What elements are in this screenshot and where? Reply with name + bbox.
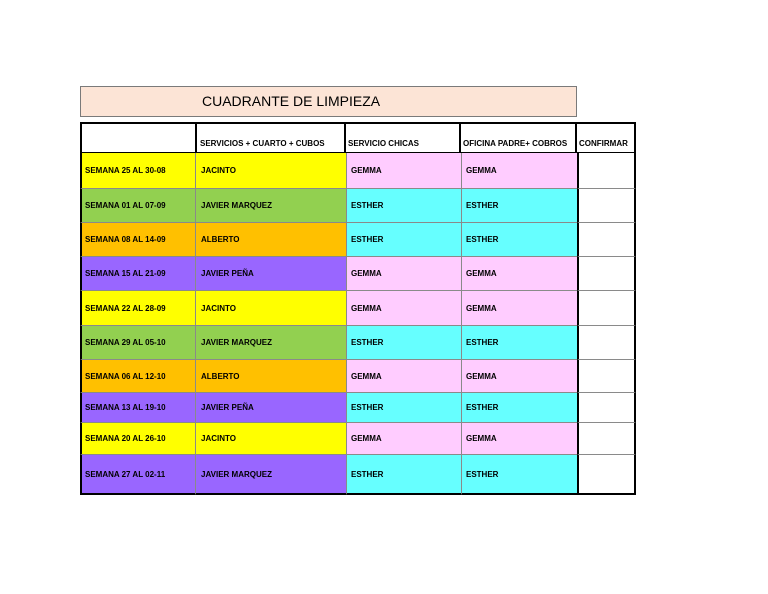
confirm-cell[interactable]	[577, 393, 636, 423]
oficina-cell: GEMMA	[461, 257, 577, 291]
oficina-cell: GEMMA	[461, 291, 577, 326]
week-cell: SEMANA 27 AL 02-11	[80, 455, 195, 495]
chicas-cell: ESTHER	[346, 393, 461, 423]
servicios-cell: JAVIER MARQUEZ	[195, 189, 346, 223]
chicas-cell: GEMMA	[346, 423, 461, 455]
oficina-cell: ESTHER	[461, 189, 577, 223]
chicas-cell: ESTHER	[346, 326, 461, 360]
week-cell: SEMANA 20 AL 26-10	[80, 423, 195, 455]
confirm-cell[interactable]	[577, 360, 636, 393]
confirm-cell[interactable]	[577, 326, 636, 360]
chicas-cell: GEMMA	[346, 291, 461, 326]
oficina-cell: ESTHER	[461, 223, 577, 257]
week-cell: SEMANA 29 AL 05-10	[80, 326, 195, 360]
week-cell: SEMANA 08 AL 14-09	[80, 223, 195, 257]
chicas-cell: GEMMA	[346, 257, 461, 291]
servicios-cell: JACINTO	[195, 423, 346, 455]
week-cell: SEMANA 25 AL 30-08	[80, 153, 195, 189]
oficina-cell: ESTHER	[461, 326, 577, 360]
header-chicas: SERVICIO CHICAS	[346, 122, 461, 154]
week-cell: SEMANA 01 AL 07-09	[80, 189, 195, 223]
servicios-cell: ALBERTO	[195, 360, 346, 393]
confirm-cell[interactable]	[577, 291, 636, 326]
header-servicios: SERVICIOS + CUARTO + CUBOS	[195, 122, 346, 154]
confirm-cell[interactable]	[577, 423, 636, 455]
servicios-cell: JAVIER PEÑA	[195, 393, 346, 423]
header-oficina: OFICINA PADRE+ COBROS	[461, 122, 577, 154]
chicas-cell: ESTHER	[346, 223, 461, 257]
header-confirmar: CONFIRMAR	[577, 122, 636, 154]
oficina-cell: GEMMA	[461, 360, 577, 393]
servicios-cell: JAVIER MARQUEZ	[195, 326, 346, 360]
servicios-cell: JAVIER MARQUEZ	[195, 455, 346, 495]
confirm-cell[interactable]	[577, 153, 636, 189]
confirm-cell[interactable]	[577, 223, 636, 257]
confirm-cell[interactable]	[577, 455, 636, 495]
chicas-cell: ESTHER	[346, 455, 461, 495]
servicios-cell: JACINTO	[195, 291, 346, 326]
oficina-cell: GEMMA	[461, 423, 577, 455]
page-title: CUADRANTE DE LIMPIEZA	[202, 93, 381, 109]
week-cell: SEMANA 13 AL 19-10	[80, 393, 195, 423]
servicios-cell: ALBERTO	[195, 223, 346, 257]
oficina-cell: ESTHER	[461, 455, 577, 495]
chicas-cell: GEMMA	[346, 360, 461, 393]
chicas-cell: ESTHER	[346, 189, 461, 223]
oficina-cell: ESTHER	[461, 393, 577, 423]
servicios-cell: JACINTO	[195, 153, 346, 189]
oficina-cell: GEMMA	[461, 153, 577, 189]
confirm-cell[interactable]	[577, 189, 636, 223]
week-cell: SEMANA 22 AL 28-09	[80, 291, 195, 326]
title-box	[80, 86, 577, 117]
confirm-cell[interactable]	[577, 257, 636, 291]
chicas-cell: GEMMA	[346, 153, 461, 189]
header-empty	[80, 122, 195, 154]
servicios-cell: JAVIER PEÑA	[195, 257, 346, 291]
week-cell: SEMANA 15 AL 21-09	[80, 257, 195, 291]
week-cell: SEMANA 06 AL 12-10	[80, 360, 195, 393]
